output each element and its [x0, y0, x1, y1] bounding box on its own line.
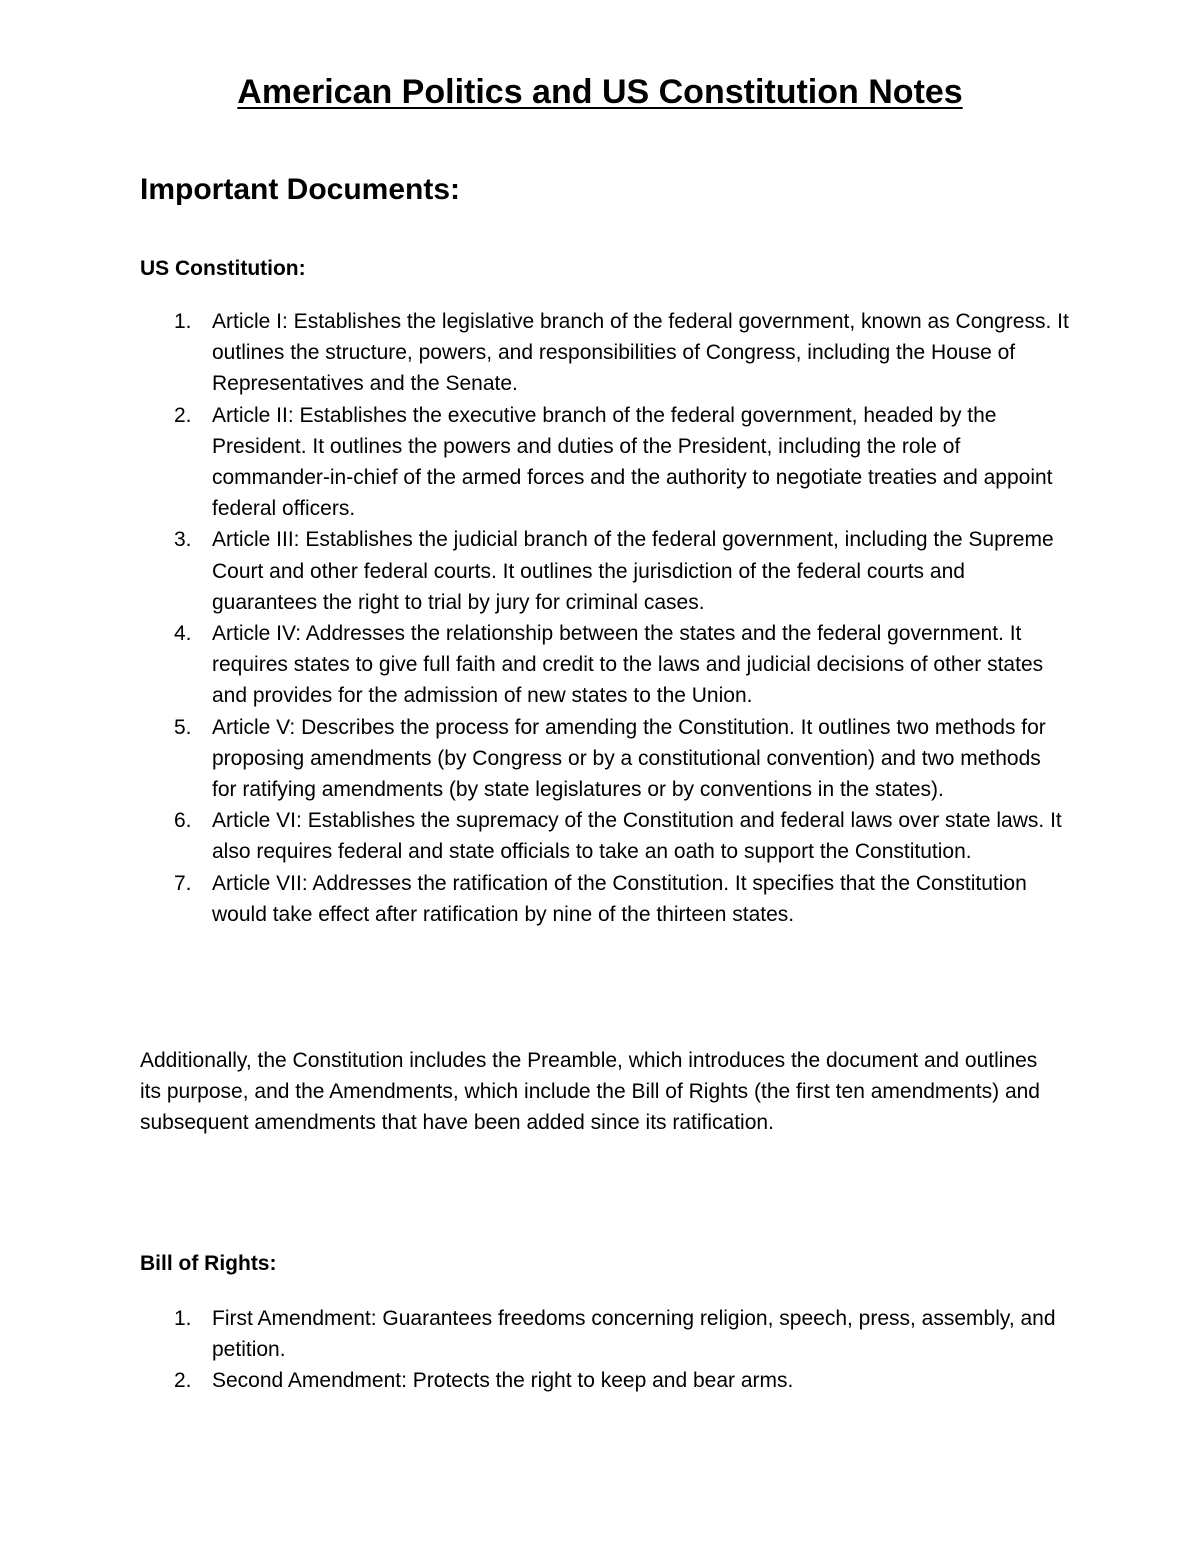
list-item	[140, 524, 1070, 618]
list-item-number: 2.	[174, 403, 192, 427]
list-item-number: 6.	[174, 809, 192, 833]
list-item	[140, 1365, 1070, 1396]
list-item	[140, 805, 1070, 867]
subheading-us-constitution: US Constitution:	[140, 257, 306, 280]
list-item-text: Second Amendment: Protects the right to keep and bear arms.	[212, 1369, 794, 1393]
list-item-text: Article IV: Addresses the relationship between the states and the federal government. It requires states to give full faith and credit to the laws and judicial decisions of other states and provides for the admission of new states to the Union.	[212, 622, 1044, 708]
list-item-text: Article III: Establishes the judicial branch of the federal government, including the Supreme Court and other federal courts. It outlines the jurisdiction of the federal courts and guarantees the right to trial by jury for criminal cases.	[212, 528, 1054, 614]
list-item	[140, 712, 1070, 806]
list-item	[140, 868, 1070, 930]
list-item-number: 2.	[174, 1369, 192, 1393]
subheading-bill-of-rights: Bill of Rights:	[140, 1252, 277, 1275]
list-item-number: 1.	[174, 1307, 192, 1330]
list-item	[140, 618, 1070, 712]
section-heading-important-documents: Important Documents:	[140, 173, 461, 206]
list-item-text: Article V: Describes the process for amending the Constitution. It outlines two methods for proposing amendments (by Congress or by a constitutional convention) and two methods for ratifying amendments (by state legislatures or by conventions in the states).	[212, 715, 1046, 802]
constitution-articles-list	[140, 306, 1070, 930]
list-item-number: 3.	[174, 528, 192, 552]
list-item	[140, 306, 1070, 400]
list-item-number: 1.	[174, 310, 192, 333]
list-item-text: Article VII: Addresses the ratification of the Constitution. It specifies that the Constitution would take effect after ratification by nine of the thirteen states.	[212, 871, 1027, 926]
list-item-text: Article VI: Establishes the supremacy of the Constitution and federal laws over state laws. It also requires federal and state officials to take an oath to support the Constitution.	[212, 809, 1062, 864]
constitution-additional-paragraph: Additionally, the Constitution includes the Preamble, which introduces the document and outlines its purpose, and the Amendments, which include the Bill of Rights (the first ten amendments) and subsequent amendments that have been added since its ratification.	[140, 1049, 1040, 1135]
list-item-number: 7.	[174, 871, 192, 895]
list-item-number: 4.	[174, 622, 192, 646]
bill-of-rights-list	[140, 1303, 1070, 1397]
list-item	[140, 400, 1070, 525]
document-title: American Politics and US Constitution Notes	[237, 73, 963, 111]
list-item-text: Article II: Establishes the executive branch of the federal government, headed by the President. It outlines the powers and duties of the President, including the role of commander-in-chief of the armed forces and the authority to negotiate treaties and appoint federal officers.	[212, 403, 1053, 521]
list-item	[140, 1303, 1070, 1365]
list-item-text: Article I: Establishes the legislative branch of the federal government, known as Congress. It outlines the structure, powers, and responsibilities of Congress, including the House of Representatives and the Senate.	[212, 310, 1069, 396]
list-item-text: First Amendment: Guarantees freedoms concerning religion, speech, press, assembly, and petition.	[212, 1307, 1056, 1362]
list-item-number: 5.	[174, 715, 192, 739]
